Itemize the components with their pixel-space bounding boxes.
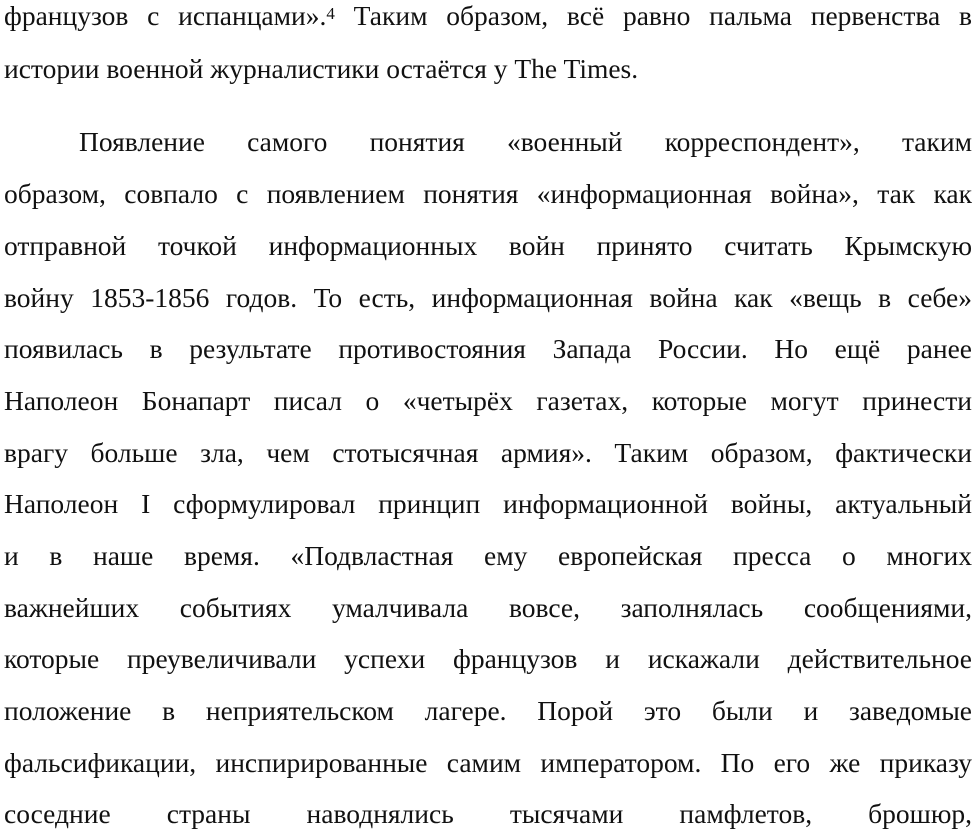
paragraph-2-line-3: отправной точкой информационных войн принято считать Крымскую [4, 230, 972, 261]
paragraph-2-line-12: положение в неприятельском лагере. Порой это были и заведомые [4, 695, 972, 726]
paragraph-2-line-1: Появление самого понятия «военный корреспондент», таким [79, 126, 972, 157]
paragraph-2-line-11: которые преувеличивали успехи французов и искажали действительное [4, 643, 972, 674]
text-segment: французов с испанцами». [4, 0, 327, 31]
paragraph-2-line-9: и в наше время. «Подвластная ему европейская пресса о многих [4, 540, 972, 571]
paragraph-2-line-6: Наполеон Бонапарт писал о «четырёх газетах, которые могут принести [4, 385, 972, 416]
paragraph-2-line-10: важнейших событиях умалчивала вовсе, заполнялась сообщениями, [4, 592, 972, 623]
paragraph-2-line-2: образом, совпало с появлением понятия «информационная война», так как [4, 178, 972, 209]
paragraph-1-line-2: истории военной журналистики остаётся у The Times. [4, 53, 639, 84]
paragraph-2-line-8: Наполеон I сформулировал принцип информационной войны, актуальный [4, 488, 972, 519]
paragraph-2-line-4: войну 1853-1856 годов. То есть, информационная война как «вещь в себе» [4, 282, 972, 313]
paragraph-2-line-7: врагу больше зла, чем стотысячная армия». Таким образом, фактически [4, 437, 972, 468]
footnote-marker[interactable]: 4 [326, 4, 335, 23]
text-segment: Таким образом, всё равно пальма первенства в [334, 0, 972, 31]
paragraph-2-line-5: появилась в результате противостояния Запада России. Но ещё ранее [4, 333, 972, 364]
paragraph-1-line-1 [4, 0, 972, 34]
paragraph-2-line-14: соседние страны наводнялись тысячами памфлетов, брошюр, [4, 798, 972, 829]
paragraph-2-line-13: фальсификации, инспирированные самим императором. По его же приказу [4, 747, 972, 778]
